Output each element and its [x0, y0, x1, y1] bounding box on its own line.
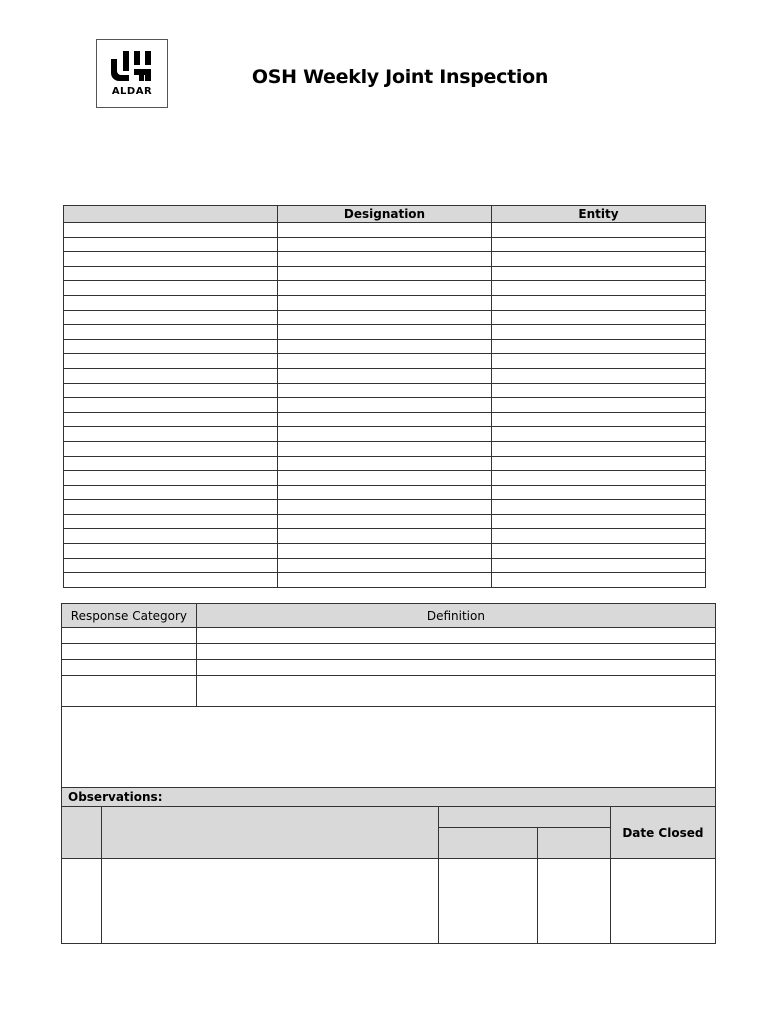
name-cell[interactable] [64, 412, 278, 427]
designation-cell[interactable] [278, 398, 492, 413]
aldar-logo-icon [109, 51, 155, 85]
entity-cell[interactable] [492, 368, 706, 383]
attendee-row [64, 281, 706, 296]
attendee-row [64, 544, 706, 559]
attendee-row [64, 354, 706, 369]
entity-cell[interactable] [492, 398, 706, 413]
obs-description-header [102, 807, 439, 859]
page-title: OSH Weekly Joint Inspection [251, 66, 549, 88]
designation-cell[interactable] [278, 573, 492, 588]
name-cell[interactable] [64, 471, 278, 486]
attendee-row [64, 325, 706, 340]
obs-subheader-2 [537, 828, 610, 859]
response-category-header: Response Category [62, 604, 197, 628]
entity-cell[interactable] [492, 310, 706, 325]
obs-group-header [438, 807, 610, 828]
name-cell[interactable] [64, 266, 278, 281]
designation-cell[interactable] [278, 471, 492, 486]
designation-cell[interactable] [278, 500, 492, 515]
name-cell[interactable] [64, 500, 278, 515]
attendee-row [64, 266, 706, 281]
definition-header: Definition [196, 604, 715, 628]
entity-cell[interactable] [492, 514, 706, 529]
designation-cell[interactable] [278, 383, 492, 398]
entity-cell[interactable] [492, 544, 706, 559]
name-cell[interactable] [64, 544, 278, 559]
attendee-row [64, 368, 706, 383]
designation-cell[interactable] [278, 310, 492, 325]
attendee-row [64, 500, 706, 515]
name-cell[interactable] [64, 427, 278, 442]
observations-header-row-1 [62, 807, 716, 828]
attendee-row [64, 412, 706, 427]
response-observations-table [61, 603, 716, 944]
designation-cell[interactable] [278, 558, 492, 573]
attendee-row [64, 558, 706, 573]
attendee-row [64, 237, 706, 252]
designation-cell[interactable] [278, 281, 492, 296]
response-row [62, 676, 716, 707]
notes-row [62, 707, 716, 788]
entity-column-header: Entity [492, 206, 706, 223]
designation-cell[interactable] [278, 456, 492, 471]
entity-cell[interactable] [492, 252, 706, 267]
designation-cell[interactable] [278, 368, 492, 383]
attendee-row [64, 485, 706, 500]
attendee-row [64, 529, 706, 544]
name-cell[interactable] [64, 529, 278, 544]
response-row [62, 644, 716, 660]
name-cell[interactable] [64, 383, 278, 398]
entity-cell[interactable] [492, 354, 706, 369]
obs-number-cell[interactable] [62, 859, 102, 944]
attendee-row [64, 427, 706, 442]
obs-description-cell[interactable] [102, 859, 439, 944]
name-cell[interactable] [64, 310, 278, 325]
name-cell[interactable] [64, 354, 278, 369]
category-cell[interactable] [62, 660, 197, 676]
observations-label-row [62, 788, 716, 807]
observation-row [62, 859, 716, 944]
name-cell[interactable] [64, 325, 278, 340]
entity-cell[interactable] [492, 558, 706, 573]
designation-cell[interactable] [278, 441, 492, 456]
name-cell[interactable] [64, 573, 278, 588]
entity-cell[interactable] [492, 237, 706, 252]
attendee-row [64, 514, 706, 529]
entity-cell[interactable] [492, 427, 706, 442]
name-cell[interactable] [64, 281, 278, 296]
name-cell[interactable] [64, 558, 278, 573]
entity-cell[interactable] [492, 266, 706, 281]
response-row [62, 660, 716, 676]
name-cell[interactable] [64, 456, 278, 471]
attendee-row [64, 383, 706, 398]
designation-cell[interactable] [278, 223, 492, 238]
attendee-row [64, 223, 706, 238]
attendees-body [64, 223, 706, 588]
entity-cell[interactable] [492, 529, 706, 544]
attendee-row [64, 339, 706, 354]
entity-cell[interactable] [492, 412, 706, 427]
notes-cell[interactable] [62, 707, 716, 788]
entity-cell[interactable] [492, 325, 706, 340]
designation-cell[interactable] [278, 544, 492, 559]
attendee-row [64, 398, 706, 413]
category-cell[interactable] [62, 644, 197, 660]
designation-cell[interactable] [278, 485, 492, 500]
name-cell[interactable] [64, 514, 278, 529]
entity-cell[interactable] [492, 471, 706, 486]
attendees-header-row [64, 206, 706, 223]
name-cell[interactable] [64, 398, 278, 413]
attendee-row [64, 573, 706, 588]
entity-cell[interactable] [492, 223, 706, 238]
definition-cell[interactable] [196, 660, 715, 676]
designation-cell[interactable] [278, 252, 492, 267]
designation-cell[interactable] [278, 237, 492, 252]
entity-cell[interactable] [492, 485, 706, 500]
company-logo [96, 39, 168, 108]
name-cell[interactable] [64, 485, 278, 500]
designation-cell[interactable] [278, 325, 492, 340]
attendee-row [64, 441, 706, 456]
designation-cell[interactable] [278, 339, 492, 354]
obs-subheader-1 [438, 828, 537, 859]
entity-cell[interactable] [492, 281, 706, 296]
designation-column-header: Designation [278, 206, 492, 223]
definition-cell[interactable] [196, 628, 715, 644]
obs-date-closed-cell[interactable] [610, 859, 715, 944]
name-cell[interactable] [64, 339, 278, 354]
attendee-row [64, 471, 706, 486]
designation-cell[interactable] [278, 427, 492, 442]
entity-cell[interactable] [492, 441, 706, 456]
designation-cell[interactable] [278, 412, 492, 427]
entity-cell[interactable] [492, 456, 706, 471]
attendee-row [64, 310, 706, 325]
obs-sub-cell-1[interactable] [438, 859, 537, 944]
entity-cell[interactable] [492, 500, 706, 515]
definition-cell[interactable] [196, 644, 715, 660]
obs-number-header [62, 807, 102, 859]
attendee-row [64, 295, 706, 310]
name-cell[interactable] [64, 295, 278, 310]
entity-cell[interactable] [492, 573, 706, 588]
observations-label: Observations: [62, 788, 716, 807]
obs-sub-cell-2[interactable] [537, 859, 610, 944]
definition-cell[interactable] [196, 676, 715, 707]
category-cell[interactable] [62, 676, 197, 707]
attendees-table [63, 205, 706, 588]
category-cell[interactable] [62, 628, 197, 644]
logo-text: ALDAR [111, 85, 153, 97]
response-row [62, 628, 716, 644]
date-closed-header: Date Closed [610, 807, 715, 859]
name-cell[interactable] [64, 252, 278, 267]
name-cell[interactable] [64, 441, 278, 456]
response-header-row [62, 604, 716, 628]
attendee-row [64, 456, 706, 471]
designation-cell[interactable] [278, 354, 492, 369]
designation-cell[interactable] [278, 529, 492, 544]
name-cell[interactable] [64, 237, 278, 252]
designation-cell[interactable] [278, 266, 492, 281]
attendee-row [64, 252, 706, 267]
designation-cell[interactable] [278, 514, 492, 529]
name-cell[interactable] [64, 368, 278, 383]
name-column-header [64, 206, 278, 223]
designation-cell[interactable] [278, 295, 492, 310]
entity-cell[interactable] [492, 383, 706, 398]
name-cell[interactable] [64, 223, 278, 238]
entity-cell[interactable] [492, 339, 706, 354]
entity-cell[interactable] [492, 295, 706, 310]
